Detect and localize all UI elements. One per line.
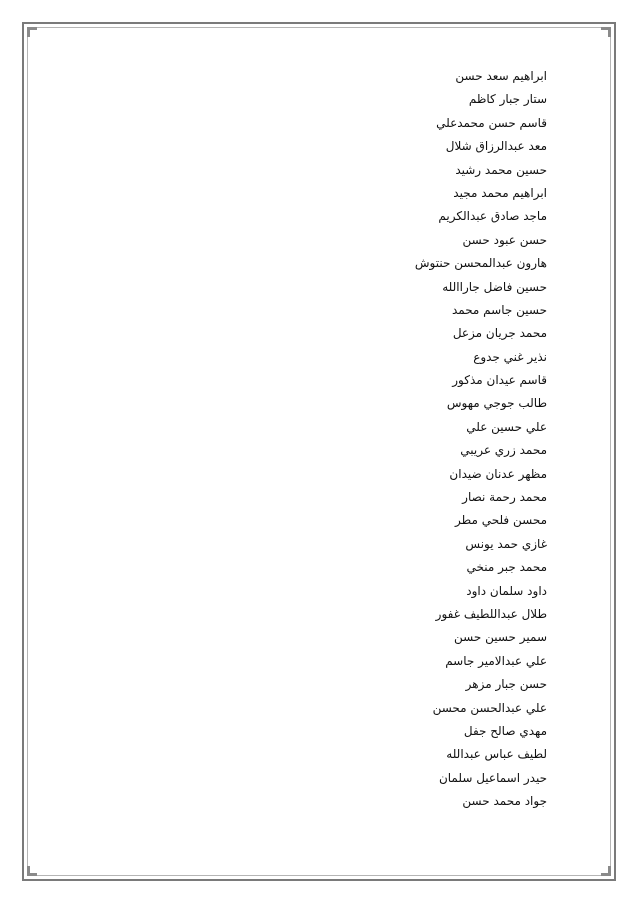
corner-ornament-top-right [601,27,611,37]
name-item: علي حسين علي [466,419,547,434]
name-item: محمد رحمة نصار [462,490,547,505]
name-item: معد عبدالرزاق شلال [445,139,547,154]
name-item: غازي حمد يونس [465,536,547,551]
name-item: ستار جبار كاظم [468,92,547,107]
name-item: داود سلمان داود [466,583,547,598]
name-item: مظهر عدنان ضيدان [449,466,547,481]
name-item: جواد محمد حسن [462,794,547,809]
name-item: حسين محمد رشيد [455,162,547,177]
name-item: قاسم حسن محمدعلي [436,115,547,130]
name-item: ابراهيم سعد حسن [455,69,547,83]
name-item: طلال عبداللطيف غفور [435,606,547,621]
name-item: محمد جريان مزعل [452,326,547,341]
corner-ornament-bottom-left [27,866,37,876]
name-item: مهدي صالح جفل [463,723,547,738]
name-item: علي عبدالامير جاسم [445,653,547,668]
name-item: ابراهيم محمد مجيد [453,185,547,200]
name-item: لطيف عباس عبدالله [446,747,547,762]
name-item: ماجد صادق عبدالكريم [438,209,547,224]
name-item: سمير حسين حسن [454,630,547,645]
names-list [415,65,547,814]
name-item: حسين جاسم محمد [451,302,547,317]
name-item: علي عبدالحسن محسن [432,700,547,715]
name-item: حيدر اسماعيل سلمان [438,770,547,785]
name-item: قاسم عيدان مذكور [452,373,547,388]
name-item: حسين فاضل جاراالله [442,279,547,294]
name-item: محمد زري عريبي [460,443,547,458]
name-item: محمد جبر منخي [466,560,547,575]
name-item: حسن عبود حسن [462,232,547,247]
name-item: طالب جوجي مهوس [446,396,547,411]
corner-ornament-top-left [27,27,37,37]
name-item: هارون عبدالمحسن حنتوش [414,256,547,271]
name-item: حسن جبار مزهر [465,677,547,692]
corner-ornament-bottom-right [601,866,611,876]
name-item: محسن فلحي مطر [455,513,547,528]
name-item: نذير غني جدوع [473,349,547,364]
